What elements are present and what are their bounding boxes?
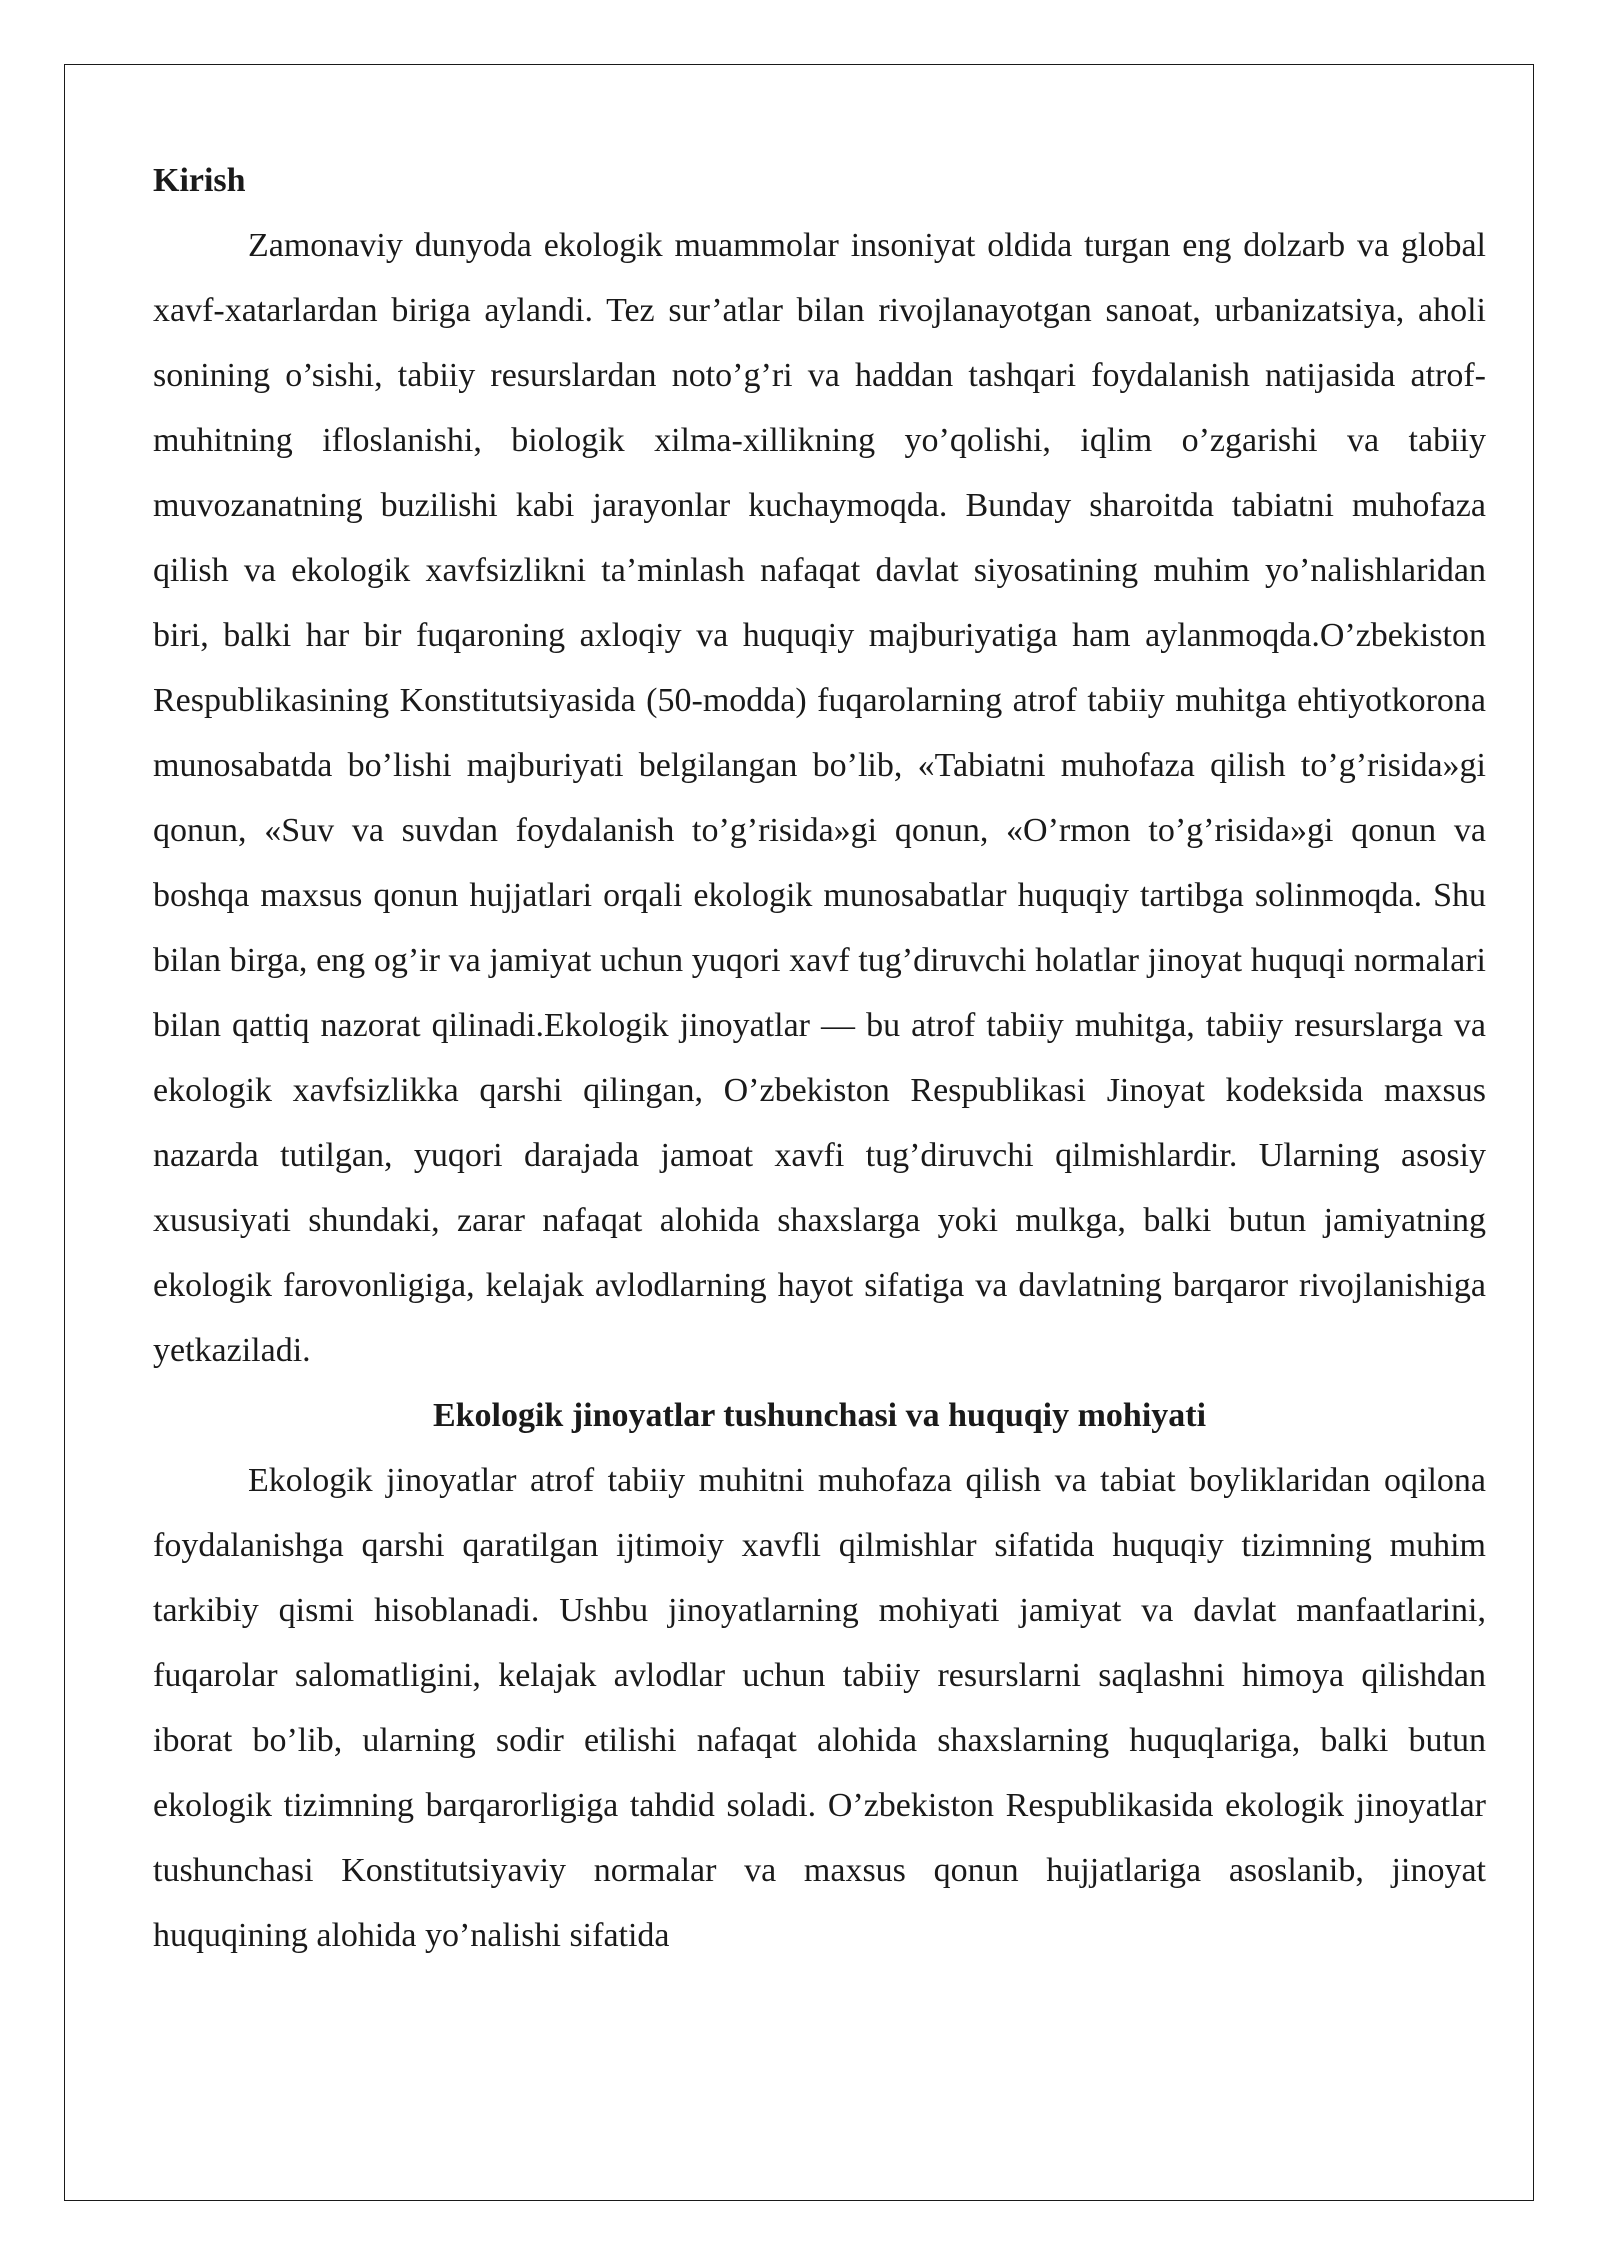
section-heading-introduction: Kirish	[153, 162, 246, 199]
paragraph-introduction: Zamonaviy dunyoda ekologik muammolar insoniyat oldida turgan eng dolzarb va global xavf-xatarlardan biriga aylandi. Tez sur’atlar bilan rivojlanayotgan sanoat, urbanizatsiya, aholi sonining o’sishi, tabiiy resurslardan noto’g’ri va haddan tashqari foydalanish natijasida atrof-muhitning ifloslanishi, biologik xilma-xillikning yo’qolishi, iqlim o’zgarishi va tabiiy muvozanatning buzilishi kabi jarayonlar kuchaymoqda. Bunday sharoitda tabiatni muhofaza qilish va ekologik xavfsizlikni ta’minlash nafaqat davlat siyosatining muhim yo’nalishlaridan biri, balki har bir fuqaroning axloqiy va huquqiy majburiyatiga ham aylanmoqda.O’zbekiston Respublikasining Konstitutsiyasida (50-modda) fuqarolarning atrof tabiiy muhitga ehtiyotkorona munosabatda bo’lishi majburiyati belgilangan bo’lib, «Tabiatni muhofaza qilish to’g’risida»gi qonun, «Suv va suvdan foydalanish to’g’risida»gi qonun, «O’rmon to’g’risida»gi qonun va boshqa maxsus qonun hujjatlari orqali ekologik munosabatlar huquqiy tartibga solinmoqda. Shu bilan birga, eng og’ir va jamiyat uchun yuqori xavf tug’diruvchi holatlar jinoyat huquqi normalari bilan qattiq nazorat qilinadi.Ekologik jinoyatlar — bu atrof tabiiy muhitga, tabiiy resurslarga va ekologik xavfsizlikka qarshi qilingan, O’zbekiston Respublikasi Jinoyat kodeksida maxsus nazarda tutilgan, yuqori darajada jamoat xavfi tug’diruvchi qilmishlardir. Ularning asosiy xususiyati shundaki, zarar nafaqat alohida shaxslarga yoki mulkga, balki butun jamiyatning ekologik farovonligiga, kelajak avlodlarning hayot sifatiga va davlatning barqaror rivojlanishiga yetkaziladi.	[153, 227, 1486, 1369]
paragraph-concept: Ekologik jinoyatlar atrof tabiiy muhitni muhofaza qilish va tabiat boyliklaridan oqilona foydalanishga qarshi qaratilgan ijtimoiy xavfli qilmishlar sifatida huquqiy tizimning muhim tarkibiy qismi hisoblanadi. Ushbu jinoyatlarning mohiyati jamiyat va davlat manfaatlarini, fuqarolar salomatligini, kelajak avlodlar uchun tabiiy resurslarni saqlashni himoya qilishdan iborat bo’lib, ularning sodir etilishi nafaqat alohida shaxslarning huquqlariga, balki butun ekologik tizimning barqarorligiga tahdid soladi. O’zbekiston Respublikasida ekologik jinoyatlar tushunchasi Konstitutsiyaviy normalar va maxsus qonun hujjatlariga asoslanib, jinoyat huquqining alohida yo’nalishi sifatida	[153, 1462, 1486, 1954]
section-heading-concept: Ekologik jinoyatlar tushunchasi va huquqiy mohiyati	[432, 1397, 1207, 1434]
document-body	[153, 148, 1486, 1968]
